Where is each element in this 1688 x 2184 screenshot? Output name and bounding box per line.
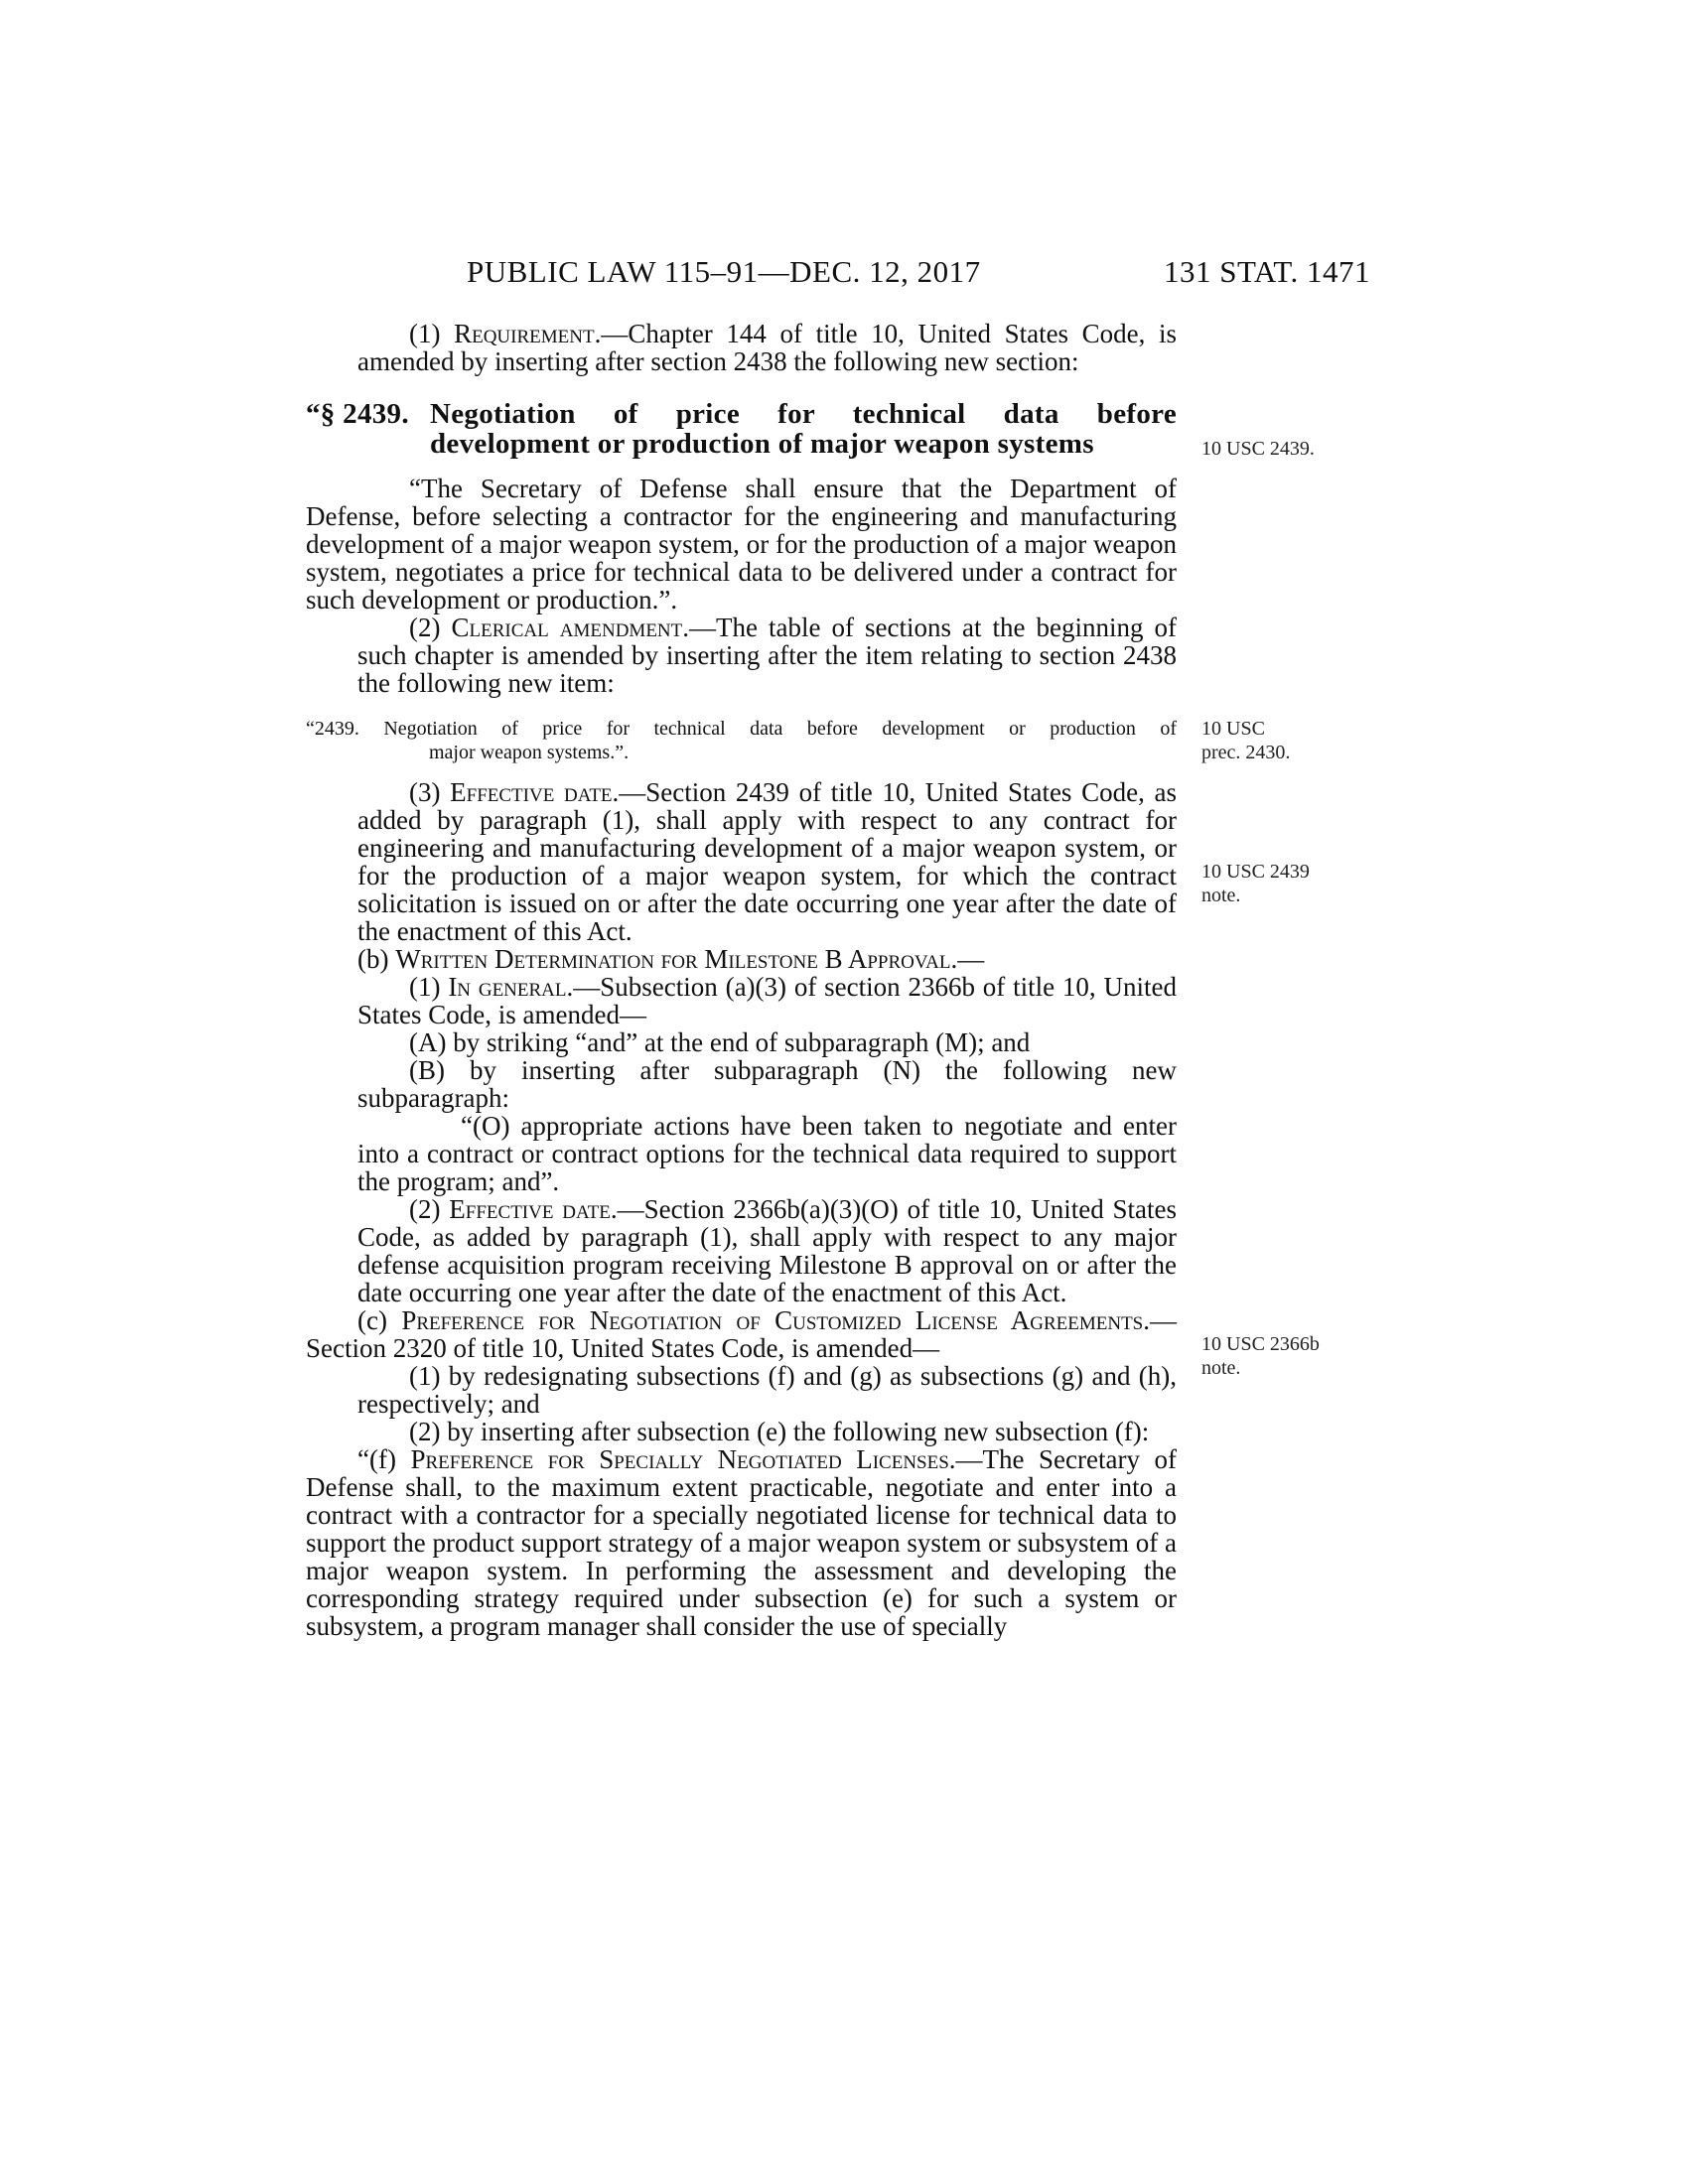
paragraph-preference-specially: “(f) Preference for Specially Negotiated Licenses.—The Secretary of Defense shall, to the maximum extent practicable, negotiate and enter into a contract with a contractor for a specially negotiated license for technical data to support the product support strategy of a major weapon system or subsystem of a major weapon system. In performing the assessment and developing the corresponding strategy required under subsection (e) for such a system or subsystem, a program manager shall consider the use of specially	[306, 1444, 1177, 1641]
paragraph-subparagraph-o: “(O) appropriate actions have been taken to negotiate and enter into a contract or contract options for the technical data required to support the program; and”.	[357, 1111, 1177, 1196]
paragraph-effective-date-1: (3) Effective date.—Section 2439 of title 10, United States Code, as added by paragraph (1), shall apply with respect to any contract for engineering and manufacturing development of a major weapon system, or for the production of a major weapon system, for which the contract solicitation is issued on or after the date occurring one year after the date of the enactment of this Act.	[357, 777, 1177, 946]
paragraph-effective-date-2: (2) Effective date.—Section 2366b(a)(3)(O) of title 10, United States Code, as added by paragraph (1), shall apply with respect to any major defense acquisition program receiving Milestone B approval on or after the date occurring one year after the date of the enactment of this Act.	[357, 1194, 1177, 1307]
paragraph-in-general: (1) In general.—Subsection (a)(3) of section 2366b of title 10, United States Code, is amended—	[357, 972, 1177, 1029]
margin-note-usc-prec-2430: 10 USC prec. 2430.	[1201, 718, 1291, 763]
page-body	[306, 320, 1177, 1640]
paragraph-subparagraph-a: (A) by striking “and” at the end of subparagraph (M); and	[409, 1027, 1031, 1057]
margin-note-usc-2366b-note: 10 USC 2366b note.	[1201, 1333, 1320, 1379]
paragraph-subparagraph-b: (B) by inserting after subparagraph (N) the following new subparagraph:	[357, 1055, 1177, 1113]
section-number: “§ 2439.	[306, 398, 409, 430]
paragraph-section-text: “The Secretary of Defense shall ensure that the Department of Defense, before selecting a contractor for the engineering and manufacturing development of a major weapon system, or for the production of a major weapon system, negotiates a price for technical data to be delivered under a contract for such development or production.”.	[306, 474, 1177, 614]
paragraph-inserting: (2) by inserting after subsection (e) the following new subsection (f):	[409, 1417, 1150, 1446]
section-title: Negotiation of price for technical data before development or production of major weapon systems	[430, 398, 1177, 460]
header-stat-page: 131 STAT. 1471	[1163, 254, 1370, 289]
paragraph-written-determination: (b) Written Determination for Milestone B Approval.—	[357, 944, 985, 974]
paragraph-preference-customized: (c) Preference for Negotiation of Customized License Agreements.—Section 2320 of title 10, United States Code, is amended—	[306, 1305, 1178, 1363]
margin-note-usc-2439: 10 USC 2439.	[1201, 438, 1315, 460]
paragraph-requirement: (1) Requirement.—Chapter 144 of title 10, United States Code, is amended by inserting after section 2438 the following new section:	[357, 319, 1177, 376]
paragraph-redesignating: (1) by redesignating subsections (f) and (g) as subsections (g) and (h), respectively; and	[357, 1361, 1177, 1419]
header-public-law: PUBLIC LAW 115–91—DEC. 12, 2017	[467, 254, 981, 289]
margin-note-usc-2439-note: 10 USC 2439 note.	[1201, 861, 1310, 906]
section-2439-heading	[306, 399, 1177, 459]
table-of-sections-item: “2439. Negotiation of price for technical data before development or production of major weapon systems.”.	[306, 718, 1177, 763]
running-header	[467, 254, 1370, 298]
paragraph-clerical-amendment: (2) Clerical amendment.—The table of sections at the beginning of such chapter is amended by inserting after the item relating to section 2438 the following new item:	[357, 613, 1178, 698]
